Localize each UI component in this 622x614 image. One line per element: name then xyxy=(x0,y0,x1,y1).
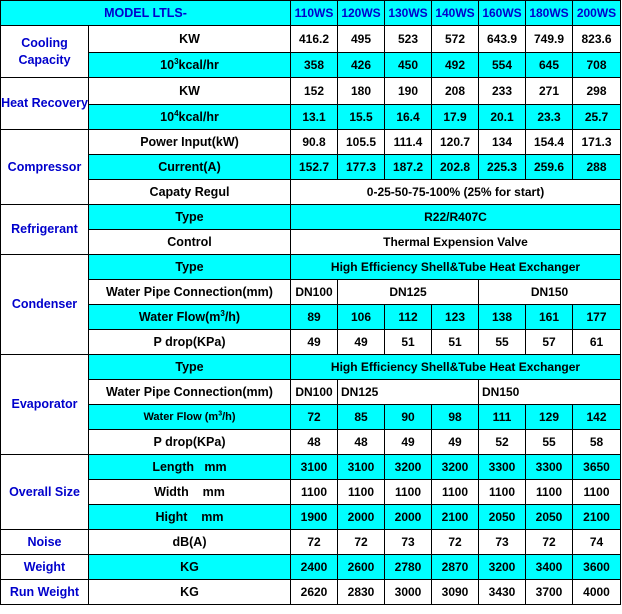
cell-span: DN125 xyxy=(338,280,479,305)
cell: 823.6 xyxy=(573,26,621,53)
cell: 74 xyxy=(573,530,621,555)
cooling-kcal-row xyxy=(1,53,621,78)
cell: 55 xyxy=(479,330,526,355)
cell: 85 xyxy=(338,405,385,430)
cell-span: Thermal Expension Valve xyxy=(291,230,621,255)
size-height-row xyxy=(1,505,621,530)
cell: 177.3 xyxy=(338,155,385,180)
cell: 3100 xyxy=(291,455,338,480)
row-label: Type xyxy=(89,255,291,280)
cell: 2000 xyxy=(385,505,432,530)
cell: 3000 xyxy=(385,580,432,605)
condenser-flow-row xyxy=(1,305,621,330)
cell: 3600 xyxy=(573,555,621,580)
cell: 3200 xyxy=(385,455,432,480)
row-label: Water Pipe Connection(mm) xyxy=(89,280,291,305)
cell: 288 xyxy=(573,155,621,180)
category-compressor: Compressor xyxy=(1,130,89,205)
cell: 190 xyxy=(385,78,432,105)
cell: DN100 xyxy=(291,380,338,405)
cell: 450 xyxy=(385,53,432,78)
weight-row xyxy=(1,555,621,580)
compressor-capacity-row xyxy=(1,180,621,205)
cell: 98 xyxy=(432,405,479,430)
cell: 3100 xyxy=(338,455,385,480)
size-width-row xyxy=(1,480,621,505)
model-header: 140WS xyxy=(432,1,479,26)
cell: 3300 xyxy=(526,455,573,480)
cell: 3300 xyxy=(479,455,526,480)
header-row xyxy=(1,1,621,26)
cell: 572 xyxy=(432,26,479,53)
cell: 708 xyxy=(573,53,621,78)
row-label: Power Input(kW) xyxy=(89,130,291,155)
cell: 643.9 xyxy=(479,26,526,53)
cell: 105.5 xyxy=(338,130,385,155)
cell: 1100 xyxy=(385,480,432,505)
cell: 2100 xyxy=(432,505,479,530)
cell: 3650 xyxy=(573,455,621,480)
cell: 16.4 xyxy=(385,105,432,130)
evaporator-type-row xyxy=(1,355,621,380)
cell: 1100 xyxy=(479,480,526,505)
cell: 1100 xyxy=(291,480,338,505)
cell: 61 xyxy=(573,330,621,355)
model-header: 160WS xyxy=(479,1,526,26)
cell: 51 xyxy=(385,330,432,355)
row-label: Control xyxy=(89,230,291,255)
row-label: Current(A) xyxy=(89,155,291,180)
cell: 177 xyxy=(573,305,621,330)
row-label: P drop(KPa) xyxy=(89,430,291,455)
heat-kw-row xyxy=(1,78,621,105)
cell: 426 xyxy=(338,53,385,78)
cell: 1100 xyxy=(338,480,385,505)
cell: 2600 xyxy=(338,555,385,580)
cell: 23.3 xyxy=(526,105,573,130)
cell: 2100 xyxy=(573,505,621,530)
cell: 90 xyxy=(385,405,432,430)
cell: 51 xyxy=(432,330,479,355)
evaporator-flow-row xyxy=(1,405,621,430)
cell: 48 xyxy=(291,430,338,455)
cell: 4000 xyxy=(573,580,621,605)
condenser-pdrop-row xyxy=(1,330,621,355)
cell: 3200 xyxy=(479,555,526,580)
cell: 106 xyxy=(338,305,385,330)
cell: 1900 xyxy=(291,505,338,530)
cell: 161 xyxy=(526,305,573,330)
category-run-weight: Run Weight xyxy=(1,580,89,605)
cell: 3430 xyxy=(479,580,526,605)
cell: 154.4 xyxy=(526,130,573,155)
cell-span: 0-25-50-75-100% (25% for start) xyxy=(291,180,621,205)
evaporator-pdrop-row xyxy=(1,430,621,455)
compressor-current-row xyxy=(1,155,621,180)
cell: 52 xyxy=(479,430,526,455)
row-label: Water $Flow(m^3/h)$ xyxy=(89,305,291,330)
cell: 495 xyxy=(338,26,385,53)
cell: 208 xyxy=(432,78,479,105)
cell: 152 xyxy=(291,78,338,105)
row-label: Hight mm xyxy=(89,505,291,530)
cell: 49 xyxy=(385,430,432,455)
row-label: Type xyxy=(89,205,291,230)
category-refrigerant: Refrigerant xyxy=(1,205,89,255)
row-label: KW xyxy=(89,78,291,105)
row-label: KW xyxy=(89,26,291,53)
row-label: Type xyxy=(89,355,291,380)
cell: 111.4 xyxy=(385,130,432,155)
cell: 20.1 xyxy=(479,105,526,130)
cell: 2050 xyxy=(479,505,526,530)
cell: 120.7 xyxy=(432,130,479,155)
cell: 187.2 xyxy=(385,155,432,180)
noise-row xyxy=(1,530,621,555)
cell-span: R22/R407C xyxy=(291,205,621,230)
cell: 129 xyxy=(526,405,573,430)
cell: 416.2 xyxy=(291,26,338,53)
table-title: MODEL LTLS- xyxy=(1,1,291,26)
cell: 2400 xyxy=(291,555,338,580)
cell: 2620 xyxy=(291,580,338,605)
cell: 298 xyxy=(573,78,621,105)
run-weight-row xyxy=(1,580,621,605)
evaporator-pipe-row xyxy=(1,380,621,405)
cell: 3090 xyxy=(432,580,479,605)
row-label: Water Flow $(m^3/h)$ xyxy=(89,405,291,430)
cell: 72 xyxy=(338,530,385,555)
cell: 123 xyxy=(432,305,479,330)
row-label: Width mm xyxy=(89,480,291,505)
cell: 645 xyxy=(526,53,573,78)
condenser-type-row xyxy=(1,255,621,280)
model-header: 200WS xyxy=(573,1,621,26)
model-header: 110WS xyxy=(291,1,338,26)
cell: 138 xyxy=(479,305,526,330)
size-length-row xyxy=(1,455,621,480)
cell: 271 xyxy=(526,78,573,105)
cell: 2050 xyxy=(526,505,573,530)
cell: 25.7 xyxy=(573,105,621,130)
cell: 49 xyxy=(338,330,385,355)
cell: 259.6 xyxy=(526,155,573,180)
cell: 2000 xyxy=(338,505,385,530)
category-cooling: Cooling Capacity xyxy=(1,26,89,78)
cell-span: DN150 xyxy=(479,380,621,405)
cooling-kw-row xyxy=(1,26,621,53)
row-label: KG xyxy=(89,555,291,580)
cell: 49 xyxy=(291,330,338,355)
category-overall-size: Overall Size xyxy=(1,455,89,530)
cell: 2780 xyxy=(385,555,432,580)
category-noise: Noise xyxy=(1,530,89,555)
category-evaporator: Evaporator xyxy=(1,355,89,455)
cell: 72 xyxy=(432,530,479,555)
cell: DN100 xyxy=(291,280,338,305)
cell: 49 xyxy=(432,430,479,455)
cell: 1100 xyxy=(526,480,573,505)
cell: 73 xyxy=(385,530,432,555)
compressor-power-row xyxy=(1,130,621,155)
cell: 233 xyxy=(479,78,526,105)
model-header: 130WS xyxy=(385,1,432,26)
cell-span: DN125 xyxy=(338,380,479,405)
cell: 2830 xyxy=(338,580,385,605)
cell-span: High Efficiency Shell&Tube Heat Exchanger xyxy=(291,355,621,380)
cell: 202.8 xyxy=(432,155,479,180)
cell: 55 xyxy=(526,430,573,455)
cell: 492 xyxy=(432,53,479,78)
condenser-pipe-row xyxy=(1,280,621,305)
cell: 3400 xyxy=(526,555,573,580)
row-label: $10^4kcal/hr$ xyxy=(89,105,291,130)
row-label: P drop(KPa) xyxy=(89,330,291,355)
cell: 3200 xyxy=(432,455,479,480)
row-label: dB(A) xyxy=(89,530,291,555)
cell: 73 xyxy=(479,530,526,555)
refrigerant-type-row xyxy=(1,205,621,230)
cell: 180 xyxy=(338,78,385,105)
cell: 1100 xyxy=(573,480,621,505)
cell: 72 xyxy=(291,530,338,555)
cell: 90.8 xyxy=(291,130,338,155)
row-label: Capaty Regul xyxy=(89,180,291,205)
cell: 57 xyxy=(526,330,573,355)
cell: 1100 xyxy=(432,480,479,505)
cell: 111 xyxy=(479,405,526,430)
category-weight: Weight xyxy=(1,555,89,580)
cell: 15.5 xyxy=(338,105,385,130)
cell: 13.1 xyxy=(291,105,338,130)
cell: 142 xyxy=(573,405,621,430)
cell: 523 xyxy=(385,26,432,53)
heat-kcal-row xyxy=(1,105,621,130)
cell-span: High Efficiency Shell&Tube Heat Exchanger xyxy=(291,255,621,280)
cell: 225.3 xyxy=(479,155,526,180)
cell: 3700 xyxy=(526,580,573,605)
cell: 152.7 xyxy=(291,155,338,180)
cell-span: DN150 xyxy=(479,280,621,305)
cell: 17.9 xyxy=(432,105,479,130)
cell: 2870 xyxy=(432,555,479,580)
cell: 72 xyxy=(291,405,338,430)
cell: 89 xyxy=(291,305,338,330)
row-label: KG xyxy=(89,580,291,605)
row-label: $10^3kcal/hr$ xyxy=(89,53,291,78)
category-heat-recovery: Heat Recovery xyxy=(1,78,89,130)
cell: 48 xyxy=(338,430,385,455)
cell: 749.9 xyxy=(526,26,573,53)
cell: 134 xyxy=(479,130,526,155)
cell: 554 xyxy=(479,53,526,78)
row-label: Water Pipe Connection(mm) xyxy=(89,380,291,405)
model-header: 180WS xyxy=(526,1,573,26)
cell: 171.3 xyxy=(573,130,621,155)
refrigerant-control-row xyxy=(1,230,621,255)
cell: 358 xyxy=(291,53,338,78)
cell: 72 xyxy=(526,530,573,555)
category-condenser: Condenser xyxy=(1,255,89,355)
cell: 112 xyxy=(385,305,432,330)
model-header: 120WS xyxy=(338,1,385,26)
cell: 58 xyxy=(573,430,621,455)
row-label: Length mm xyxy=(89,455,291,480)
